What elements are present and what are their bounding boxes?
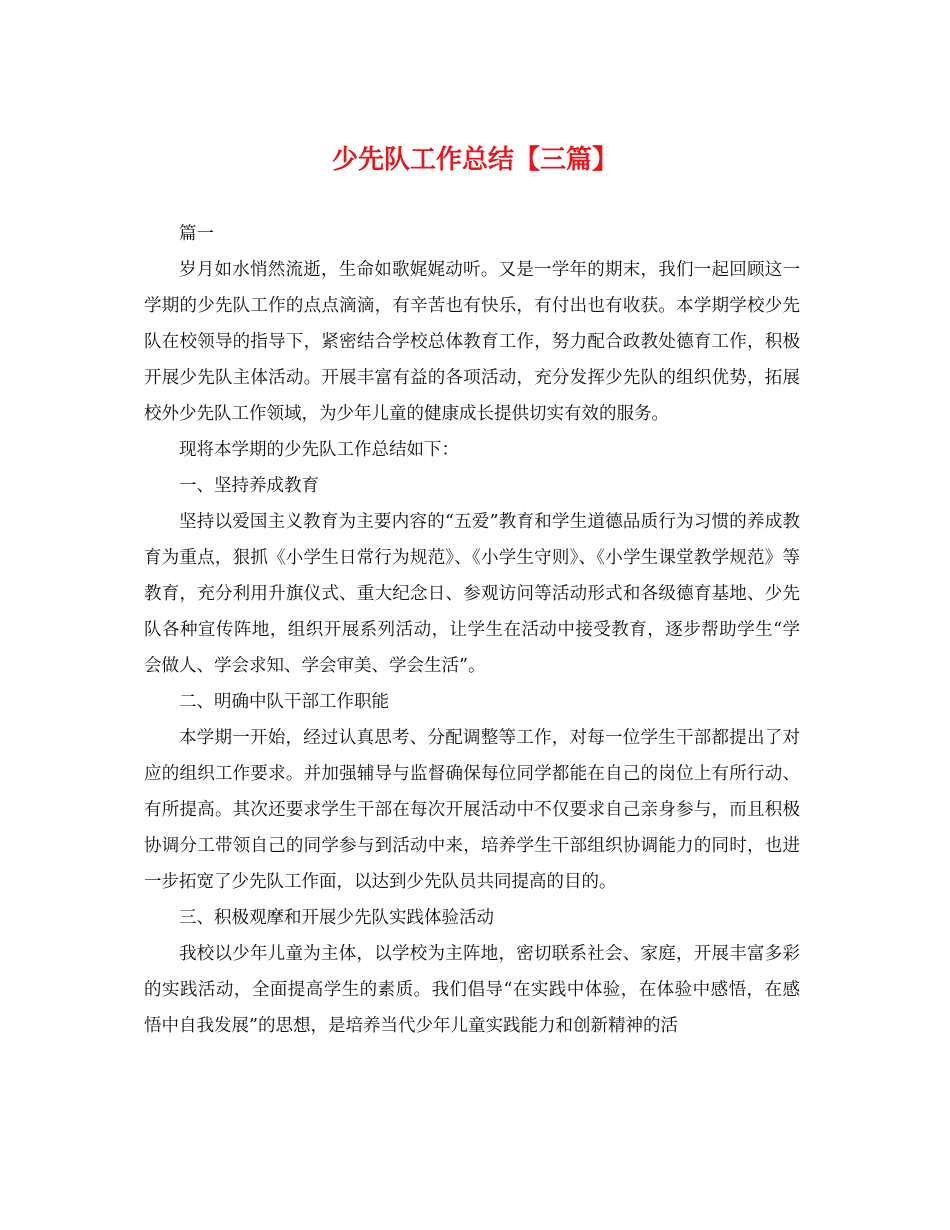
summary-lead-paragraph: 现将本学期的少先队工作总结如下： — [179, 440, 459, 460]
section-heading-1: 一、坚持养成教育 — [179, 476, 319, 496]
section-paragraph-3: 我校以少年儿童为主体，以学校为主阵地，密切联系社会、家庭，开展丰富多彩的实践活动，全面提高学生的素质。我们倡导“在实践中体验，在体验中感悟，在感悟中自我发展”的思想，是培养当代少年儿童实践能力和创新精神的活 — [144, 944, 800, 1036]
section-paragraph-2: 本学期一开始，经过认真思考、分配调整等工作，对每一位学生干部都提出了对应的组织工作要求。并加强辅导与监督确保每位同学都能在自己的岗位上有所行动、有所提高。其次还要求学生干部在每次开展活动中不仅要求自己亲身参与，而且积极协调分工带领自己的同学参与到活动中来，培养学生干部组织协调能力的同时，也进一步拓宽了少先队工作面，以达到少先队员共同提高的目的。 — [144, 728, 800, 892]
section-paragraph-1: 坚持以爱国主义教育为主要内容的“五爱”教育和学生道德品质行为习惯的养成教育为重点，狠抓《小学生日常行为规范》、《小学生守则》、《小学生课堂教学规范》等教育，充分利用升旗仪式、重大纪念日、参观访问等活动形式和各级德育基地、少先队各种宣传阵地，组织开展系列活动，让学生在活动中接受教育，逐步帮助学生“学会做人、学会求知、学会审美、学会生活”。 — [144, 512, 800, 676]
section-heading-2: 二、明确中队干部工作职能 — [179, 692, 389, 712]
section-heading-part-one: 篇一 — [179, 224, 214, 244]
document-title: 少先队工作总结【三篇】 — [331, 145, 618, 175]
document-body — [144, 216, 800, 1044]
intro-paragraph: 岁月如水悄然流逝，生命如歌娓娓动听。又是一学年的期末，我们一起回顾这一学期的少先队工作的点点滴滴，有辛苦也有快乐，有付出也有收获。本学期学校少先队在校领导的指导下，紧密结合学校总体教育工作，努力配合政教处德育工作，积极开展少先队主体活动。开展丰富有益的各项活动，充分发挥少先队的组织优势，拓展校外少先队工作领域，为少年儿童的健康成长提供切实有效的服务。 — [144, 260, 800, 424]
section-heading-3: 三、积极观摩和开展少先队实践体验活动 — [179, 908, 494, 928]
